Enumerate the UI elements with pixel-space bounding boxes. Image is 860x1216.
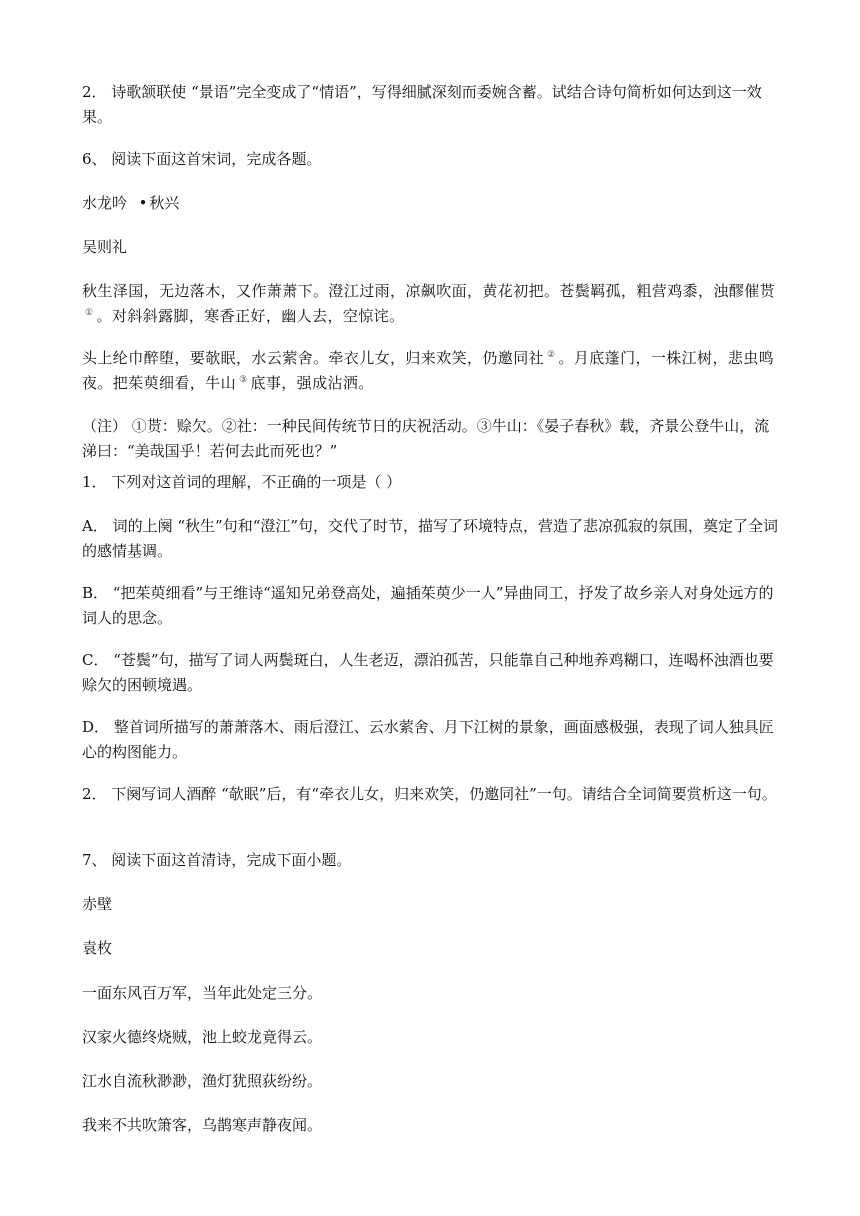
stanza-2-part-b: 。月底蓬门，一株江树，悲虫鸣夜。把茱萸细看，牛山 — [82, 349, 775, 392]
poem-title-main: 水龙吟 — [82, 194, 128, 212]
stanza-2-part-c: 底事，强成沾洒。 — [250, 374, 374, 392]
question-5-2-text: 2． 诗歌颔联使 “景语”完全变成了“情语”，写得细腻深刻而委婉含蓄。试结合诗句简析如何达到这一效果。 — [82, 83, 762, 126]
stanza-2-part-a: 头上纶巾醉堕，要欹眠，水云萦舍。牵衣儿女，归来欢笑，仍邀同社 — [82, 349, 545, 367]
footnote-marker-3: ③ — [239, 375, 248, 385]
question-6-2: 2． 下阕写词人酒醉 “欹眠”后，有“牵衣儿女，归来欢笑，仍邀同社”一句。请结合全词简要赏析这一句。 — [82, 785, 777, 803]
title-separator-dot: • — [138, 194, 148, 212]
poem-stanza-1 — [82, 279, 782, 329]
option-d: D． 整首词所描写的萧萧落木、雨后澄江、云水萦舍、月下江树的景象，画面感极强，表现了词人独具匠心的构图能力。 — [82, 718, 774, 761]
footnote-marker-1: ① — [85, 308, 94, 318]
poem-title — [82, 191, 782, 216]
poem-2-line-1: 一面东风百万军，当年此处定三分。 — [82, 984, 323, 1002]
option-b: B． “把茱萸细看”与王维诗“遥知兄弟登高处，遍插茱萸少一人”异曲同工，抒发了故乡亲人对身处远方的词人的思念。 — [82, 584, 774, 627]
poem-2-line-3: 江水自流秋渺渺，渔灯犹照荻纷纷。 — [82, 1072, 323, 1090]
poem-author: 吴则礼 — [82, 238, 128, 256]
poem-notes: （注） ①贳：赊欠。②社：一种民间传统节日的庆祝活动。③牛山：《晏子春秋》载，齐景公登牛山，流涕曰：“美哉国乎！若何去此而死也？” — [82, 417, 770, 460]
poem-2-line-2: 汉家火德终烧贼，池上蛟龙竟得云。 — [82, 1028, 323, 1046]
option-c: C． “苍鬓”句，描写了词人两鬓斑白，人生老迈，漂泊孤苦，只能靠自己种地养鸡糊口，连喝杯浊酒也要赊欠的困顿境遇。 — [82, 651, 774, 694]
stanza-1-part-b: 。对斜斜露脚，寒香正好，幽人去，空惊诧。 — [96, 307, 405, 325]
poem-2-title: 赤壁 — [82, 895, 113, 913]
poem-stanza-2 — [82, 346, 782, 396]
question-5-2 — [82, 80, 782, 130]
poem-2-line-4: 我来不共吹箫客，乌鹊寒声静夜闻。 — [82, 1116, 323, 1134]
footnote-marker-2: ② — [547, 350, 556, 360]
question-6-1: 1． 下列对这首词的理解，不正确的一项是（ ） — [82, 473, 402, 491]
option-a: A． 词的上阕 “秋生”句和“澄江”句，交代了时节，描写了环境特点，营造了悲凉孤寂的氛围，奠定了全词的感情基调。 — [82, 517, 779, 560]
question-6-intro: 6、 阅读下面这首宋词，完成各题。 — [82, 150, 322, 168]
poem-2-author: 袁枚 — [82, 939, 113, 957]
poem-title-sub: 秋兴 — [149, 194, 180, 212]
stanza-1-part-a: 秋生泽国，无边落木，又作萧萧下。澄江过雨，凉飙吹面，黄花初把。苍鬓羁孤，粗营鸡黍，浊醪催贳 — [82, 282, 776, 300]
question-7-intro: 7、 阅读下面这首清诗，完成下面小题。 — [82, 851, 352, 869]
